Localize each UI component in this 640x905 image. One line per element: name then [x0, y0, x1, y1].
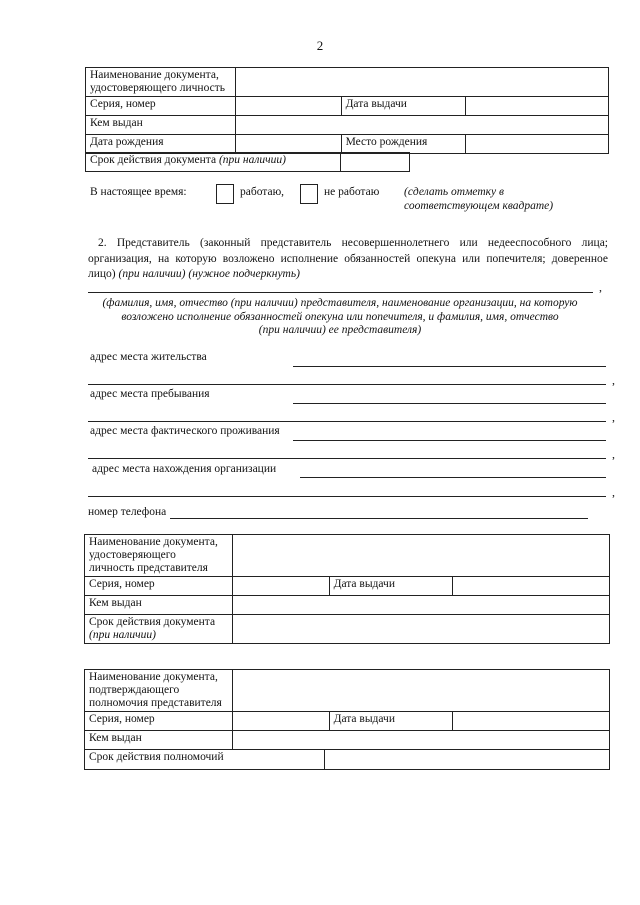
- employment-label: В настоящее время:: [90, 186, 187, 198]
- residence-address-line[interactable]: [293, 366, 606, 367]
- phone-line[interactable]: [170, 518, 588, 519]
- representative-name-line[interactable]: [88, 292, 593, 293]
- working-label: работаю,: [240, 186, 285, 198]
- doc-name-label: Наименование документа, удостоверяющего личность: [86, 68, 236, 97]
- comma: ,: [599, 280, 602, 294]
- actual-address-label: адрес места фактического проживания: [90, 425, 280, 437]
- applicant-document-table: [85, 67, 609, 154]
- not-working-checkbox[interactable]: [300, 184, 318, 204]
- actual-address-line[interactable]: [293, 440, 606, 441]
- rep-doc-name-label: Наименование документа, удостоверяющего личность представителя: [85, 535, 233, 577]
- rep-validity-label: Срок действия документа (при наличии): [85, 615, 233, 644]
- org-address-line-2[interactable]: [88, 496, 606, 497]
- residence-address-label: адрес места жительства: [90, 351, 207, 363]
- auth-issued-by-label: Кем выдан: [85, 731, 233, 750]
- auth-doc-name-label: Наименование документа, подтверждающего полномочия представителя: [85, 670, 233, 712]
- series-number-label: Серия, номер: [86, 97, 236, 116]
- comma: ,: [612, 373, 615, 387]
- rep-validity-field[interactable]: [232, 615, 609, 644]
- working-checkbox[interactable]: [216, 184, 234, 204]
- employment-hint-2: соответствующем квадрате): [404, 200, 554, 212]
- authority-validity-row: [84, 749, 610, 770]
- doc-name-field[interactable]: [235, 68, 608, 97]
- rep-issue-date-field[interactable]: [453, 577, 610, 596]
- issue-date-label: Дата выдачи: [341, 97, 466, 116]
- comma: ,: [612, 485, 615, 499]
- stay-address-line-2[interactable]: [88, 421, 606, 422]
- issued-by-label: Кем выдан: [86, 116, 236, 135]
- comma: ,: [612, 410, 615, 424]
- rep-series-number-field[interactable]: [232, 577, 329, 596]
- validity-label: Срок действия документа (при наличии): [86, 153, 341, 172]
- validity-field[interactable]: [341, 153, 410, 172]
- auth-issue-date-label: Дата выдачи: [329, 712, 453, 731]
- issued-by-field[interactable]: [235, 116, 608, 135]
- comma: ,: [612, 447, 615, 461]
- birth-date-field[interactable]: [235, 135, 341, 154]
- birth-place-label: Место рождения: [341, 135, 466, 154]
- auth-validity-field[interactable]: [324, 750, 609, 770]
- rep-doc-name-field[interactable]: [232, 535, 609, 577]
- auth-validity-label: Срок действия полномочий: [85, 750, 325, 770]
- residence-address-line-2[interactable]: [88, 384, 606, 385]
- stay-address-line[interactable]: [293, 403, 606, 404]
- authority-document-table: [84, 669, 610, 750]
- auth-issue-date-field[interactable]: [453, 712, 610, 731]
- stay-address-label: адрес места пребывания: [90, 388, 210, 400]
- org-address-line[interactable]: [300, 477, 606, 478]
- auth-doc-name-field[interactable]: [232, 670, 609, 712]
- applicant-validity-row: [85, 152, 410, 172]
- employment-hint-1: (сделать отметку в: [404, 186, 505, 198]
- auth-issued-by-field[interactable]: [232, 731, 609, 750]
- actual-address-line-2[interactable]: [88, 458, 606, 459]
- rep-issue-date-label: Дата выдачи: [329, 577, 453, 596]
- representative-document-table: [84, 534, 610, 644]
- phone-label: номер телефона: [88, 506, 167, 518]
- rep-series-number-label: Серия, номер: [85, 577, 233, 596]
- rep-issued-by-label: Кем выдан: [85, 596, 233, 615]
- auth-series-number-field[interactable]: [232, 712, 329, 731]
- page-number: 2: [316, 38, 324, 53]
- issue-date-field[interactable]: [466, 97, 609, 116]
- series-number-field[interactable]: [235, 97, 341, 116]
- representative-caption: (фамилия, имя, отчество (при наличии) представителя, наименование организации, на которую возложено исполнение обязанностей опекуна или попечителя, и фамилия, имя, отчество (при наличии) ее представителя): [102, 297, 578, 336]
- not-working-label: не работаю: [324, 186, 380, 198]
- org-address-label: адрес места нахождения организации: [92, 463, 277, 475]
- rep-issued-by-field[interactable]: [232, 596, 609, 615]
- birth-date-label: Дата рождения: [86, 135, 236, 154]
- section-2-text: 2. Представитель (законный представитель несовершеннолетнего или недееспособного лица; организация, на которую возложено исполнение обязанностей опекуна или попечителя; доверенное лицо) (при наличии) (нужное подчеркнуть): [88, 237, 608, 280]
- birth-place-field[interactable]: [466, 135, 609, 154]
- auth-series-number-label: Серия, номер: [85, 712, 233, 731]
